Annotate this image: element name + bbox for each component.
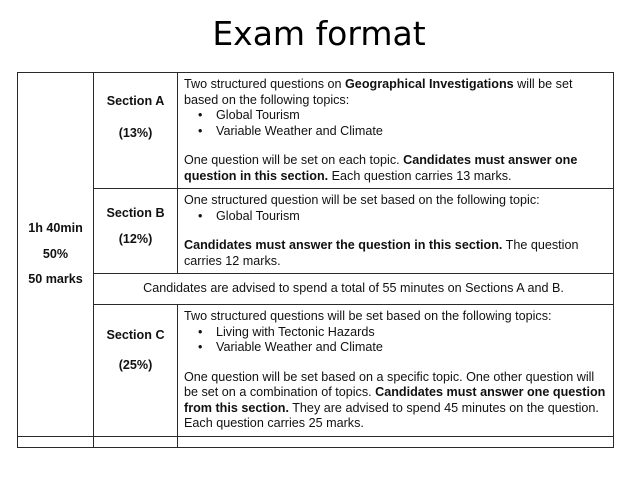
section-c-row (18, 305, 614, 437)
slide-title: Exam format (212, 14, 426, 53)
table-continuation-row (18, 436, 614, 447)
section-b-row (18, 189, 614, 274)
bullet-icon: • (198, 208, 203, 223)
bullet-icon: • (198, 108, 203, 122)
section-a-note: One question will be set on each topic. Candidates must answer one question in this section. Each question carries 13 marks. (184, 153, 578, 183)
list-item: • Global Tourism (198, 108, 300, 122)
advice-text: Candidates are advised to spend a total of 55 minutes on Sections A and B. (94, 274, 614, 305)
section-b-percent: (12%) (118, 231, 153, 246)
section-a-intro: Two structured questions on Geographical Investigations will be set based on the following topics: (184, 77, 573, 107)
list-item: • Variable Weather and Climate (198, 340, 383, 354)
section-b-note: Candidates must answer the question in this section. The question carries 12 marks. (184, 238, 579, 268)
section-a-name: Section A (106, 94, 165, 108)
list-item: • Living with Tectonic Hazards (198, 324, 375, 339)
section-c-name: Section C (106, 328, 165, 342)
exam-format-table (17, 72, 614, 448)
section-c-description (178, 305, 614, 437)
empty-cell (94, 436, 178, 447)
section-a-row (18, 73, 614, 189)
section-b-intro: One structured question will be set based on the following topic: (184, 193, 540, 207)
bullet-icon: • (198, 123, 203, 138)
section-c-percent: (25%) (118, 357, 153, 372)
section-a-topic-list (184, 108, 609, 139)
section-c-intro: Two structured questions will be set based on the following topics: (184, 309, 552, 323)
duration-time: 1h 40min (28, 221, 83, 235)
section-a-description (178, 73, 614, 189)
section-c-note: One question will be set based on a specific topic. One other question will be set on a combination of topics. Candidates must answer one question from this section. They are advised to spend 45 minutes on the question. Each question carries 25 marks. (184, 369, 606, 430)
empty-cell (18, 436, 94, 447)
duration-marks: 50 marks (28, 272, 83, 286)
duration-cell (18, 73, 94, 437)
section-b-description (178, 189, 614, 274)
bullet-icon: • (198, 324, 203, 339)
section-b-label-cell (94, 189, 178, 274)
list-item: • Global Tourism (198, 208, 300, 223)
section-a-label-cell (94, 73, 178, 189)
advice-row (18, 274, 614, 305)
list-item: • Variable Weather and Climate (198, 123, 383, 138)
empty-cell (178, 436, 614, 447)
section-a-percent: (13%) (118, 125, 153, 140)
section-b-name: Section B (106, 206, 165, 220)
section-c-topic-list (184, 325, 609, 356)
section-b-topic-list (184, 209, 609, 225)
bullet-icon: • (198, 340, 203, 354)
section-c-label-cell (94, 305, 178, 437)
duration-percent: 50% (42, 246, 69, 261)
